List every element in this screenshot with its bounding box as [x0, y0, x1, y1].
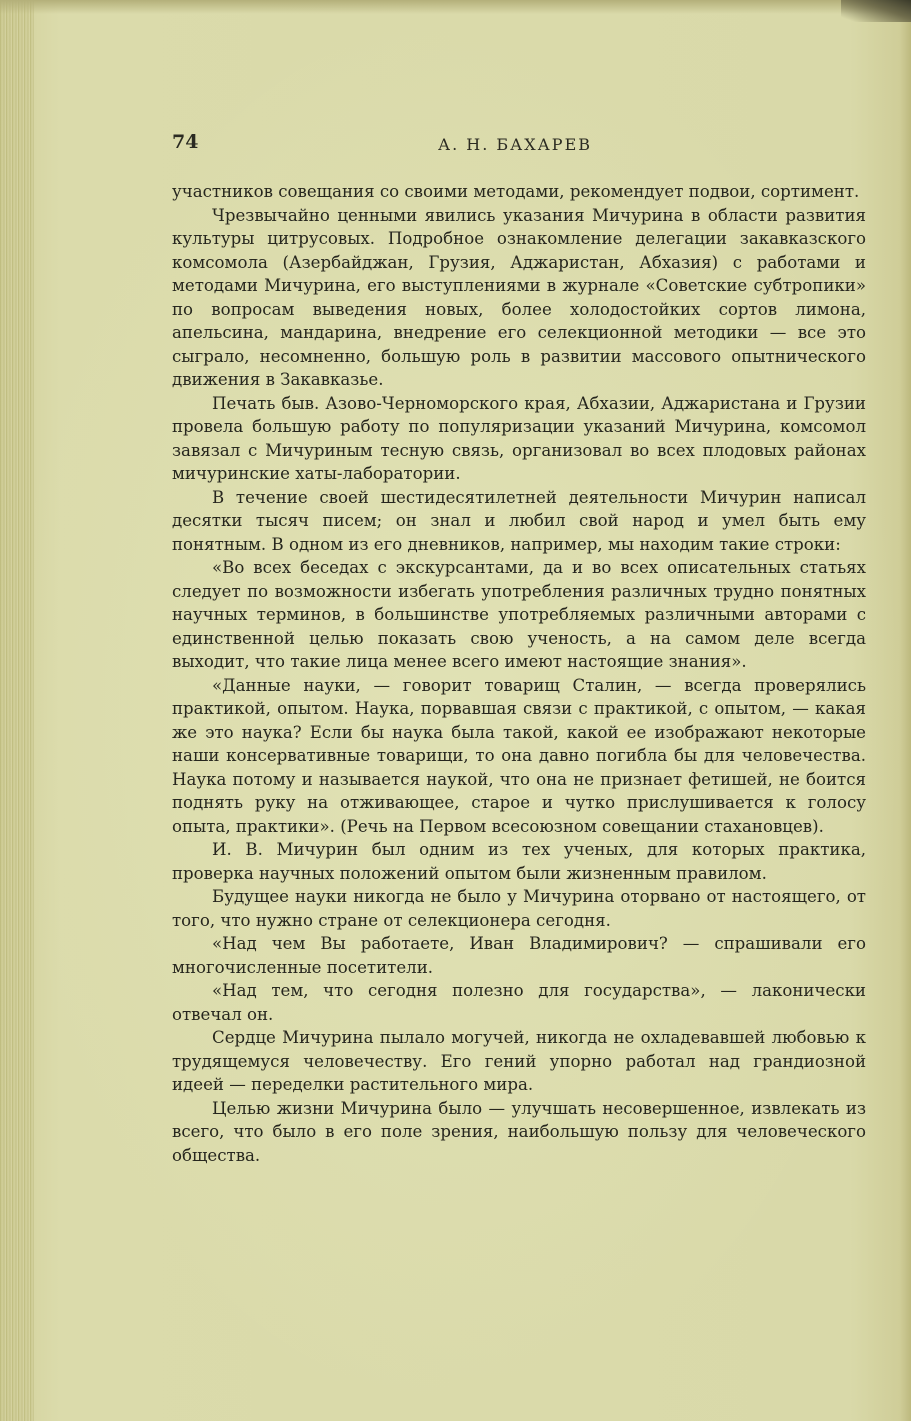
page-stack-edge	[0, 0, 34, 1421]
running-title-author: А. Н. БАХАРЕВ	[438, 135, 592, 154]
paragraph: В течение своей шестидесятилетней деятельности Мичурин написал десятки тысяч писем; он знал и любил свой народ и умел быть ему понятным. В одном из его дневников, например, мы находим такие строки:	[172, 487, 866, 554]
quote-paragraph: «Данные науки, — говорит товарищ Сталин, — всегда проверялись практикой, опытом. Наука, порвавшая связи с практикой, с опытом, — какая же это наука? Если бы наука была такой, какой ее изображают некоторые наши консервативные товарищи, то она давно погибла бы для человечества. Наука потому и называется наукой, что она не признает фетишей, не боится поднять руку на отживающее, старое и чутко прислушивается к голосу опыта, практики». (Речь на Первом всесоюзном совещании стахановцев).	[172, 675, 866, 836]
dialogue-paragraph: «Над тем, что сегодня полезно для государства», — лаконически отвечал он.	[172, 981, 866, 1024]
quote-paragraph: «Во всех беседах с экскурсантами, да и во всех описательных статьях следует по возможности избегать употребления различных трудно понятных научных терминов, в большинстве употребляемых различными авторами с единственной целью показать свою ученость, а на самом деле всегда выходит, что такие лица менее всего имеют настоящие знания».	[172, 558, 866, 671]
page-top-shadow	[0, 0, 911, 14]
dialogue-paragraph: «Над чем Вы работаете, Иван Владимирович? — спрашивали его многочисленные посетители.	[172, 934, 866, 977]
paragraph: И. В. Мичурин был одним из тех ученых, для которых практика, проверка научных положений опытом были жизненным правилом.	[172, 840, 866, 883]
page-number: 74	[172, 131, 199, 153]
body-text	[172, 180, 866, 1167]
paragraph: Печать быв. Азово-Черноморского края, Абхазии, Аджаристана и Грузии провела большую работу по популяризации указаний Мичурина, комсомол завязал с Мичуриным тесную связь, организовал во всех плодовых районах мичуринские хаты-лаборатории.	[172, 393, 866, 483]
paragraph: Чрезвычайно ценными явились указания Мичурина в области развития культуры цитрусовых. Подробное ознакомление делегации закавказского комсомола (Азербайджан, Грузия, Аджаристан, Абхазия) с работами и методами Мичурина, его выступлениями в журнале «Советские субтропики» по вопросам выведения новых, более холодостойких сортов лимона, апельсина, мандарина, внедрение его селекционной методики — все это сыграло, несомненно, большую роль в развитии массового опытнического движения в Закавказье.	[172, 205, 866, 389]
running-head	[172, 131, 866, 161]
paragraph: Целью жизни Мичурина было — улучшать несовершенное, извлекать из всего, что было в его поле зрения, наибольшую пользу для человеческого общества.	[172, 1098, 866, 1165]
paragraph: Сердце Мичурина пылало могучей, никогда не охладевавшей любовью к трудящемуся человечеству. Его гений упорно работал над грандиозной идеей — переделки растительного мира.	[172, 1028, 866, 1094]
page-corner-shadow	[841, 0, 911, 22]
paragraph: участников совещания со своими методами, рекомендует подвои, сортимент.	[172, 182, 860, 201]
paragraph: Будущее науки никогда не было у Мичурина оторвано от настоящего, от того, что нужно стране от селекционера сегодня.	[172, 887, 866, 930]
